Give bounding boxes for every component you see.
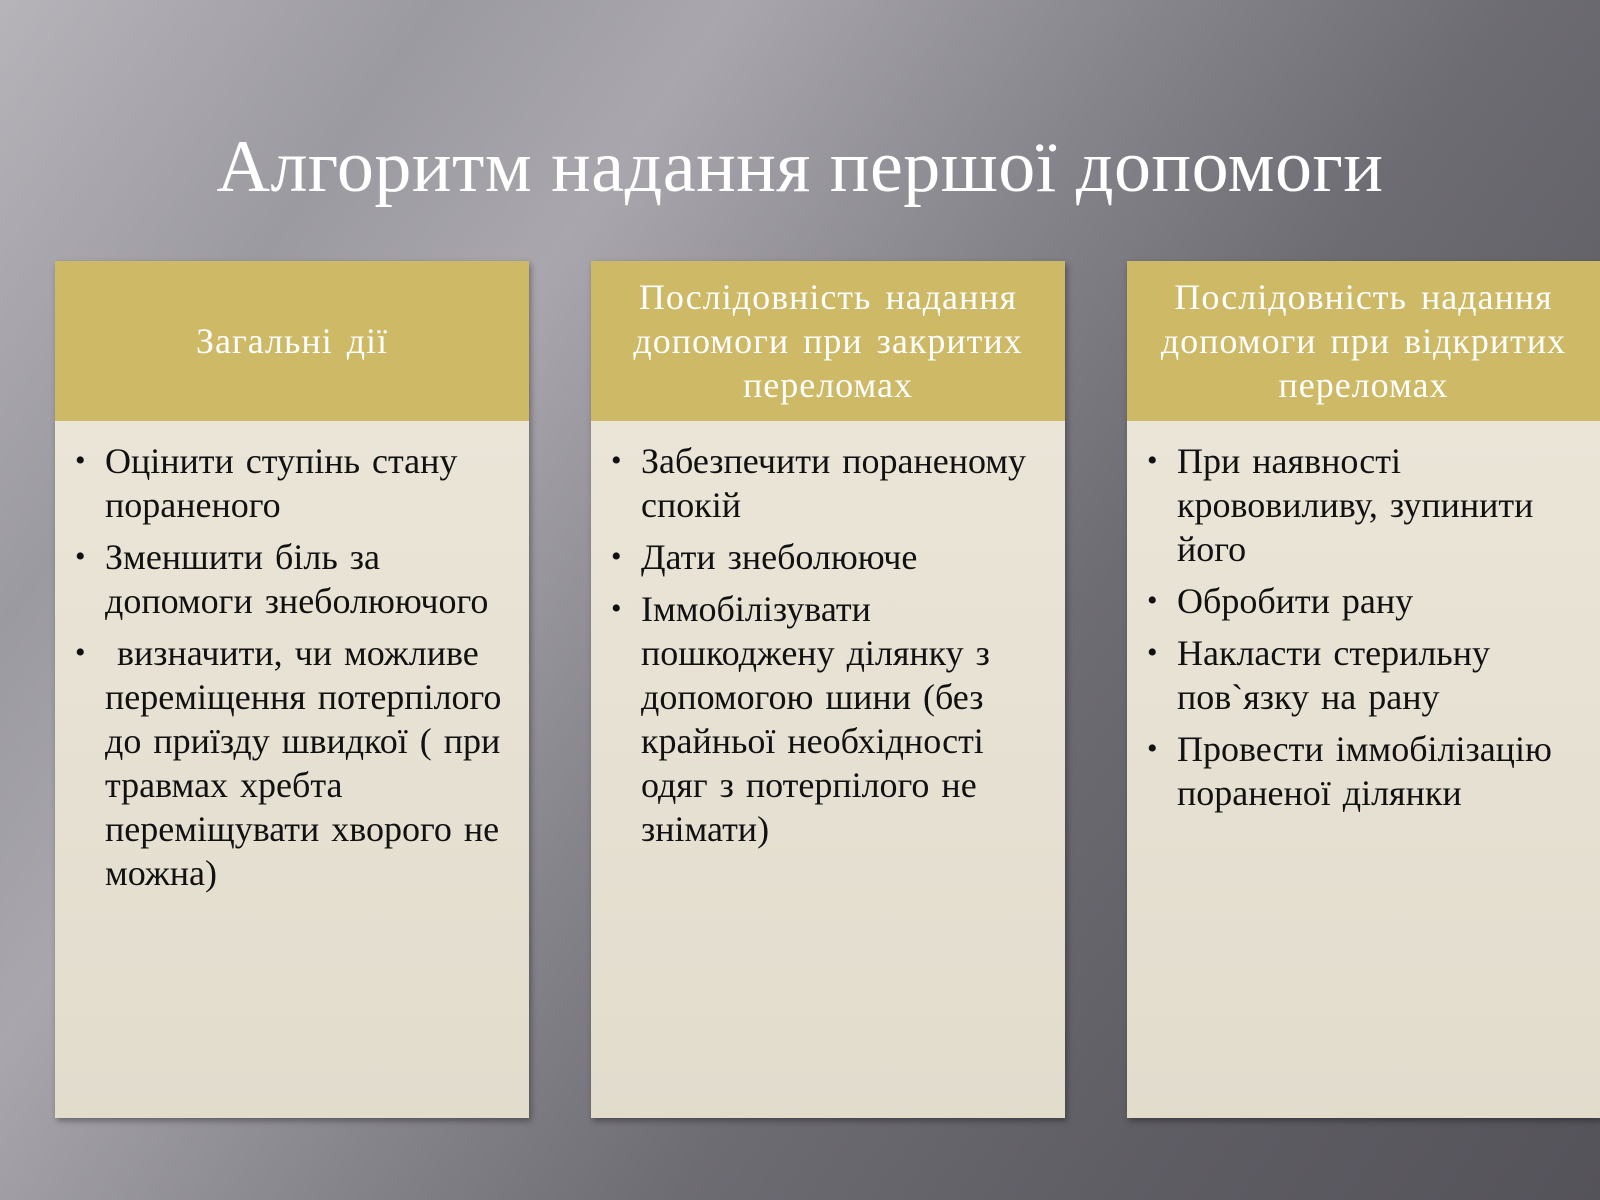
list-item: • Накласти стерильну пов`язку на рану [1147, 631, 1580, 719]
list-item: • При наявності крововиливу, зупинити його [1147, 439, 1580, 571]
column-body [591, 421, 1065, 1118]
column-body [1127, 421, 1600, 1118]
list-item: • Дати знеболююче [611, 535, 1045, 579]
bullet-list [1147, 439, 1580, 815]
list-item: • Зменшити біль за допомоги знеболюючого [75, 535, 509, 623]
column-header: Загальні дії [55, 261, 529, 421]
columns-container [55, 261, 1600, 1118]
column-header: Послідовність надання допомоги при відкритих переломах [1127, 261, 1600, 421]
column-header: Послідовність надання допомоги при закритих переломах [591, 261, 1065, 421]
bullet-list [75, 439, 514, 895]
list-item: • визначити, чи можливе переміщення потерпілого до приїзду швидкої ( при травмах хребта переміщувати хворого не можна) [75, 631, 509, 895]
bullet-list [611, 439, 1045, 851]
list-item: • Оцінити ступінь стану пораненого [75, 439, 509, 527]
slide-title: Алгоритм надання першої допомоги [216, 125, 1384, 208]
list-item: • Обробити рану [1147, 579, 1580, 623]
column-general-actions [55, 261, 529, 1118]
column-open-fractures [1127, 261, 1600, 1118]
list-item: • Провести іммобілізацію пораненої ділянки [1147, 727, 1580, 815]
list-item: • Забезпечити пораненому спокій [611, 439, 1045, 527]
column-closed-fractures [591, 261, 1065, 1118]
list-item: • Іммобілізувати пошкоджену ділянку з допомогою шини (без крайньої необхідності одяг з потерпілого не знімати) [611, 587, 1045, 851]
column-body [55, 421, 529, 1118]
